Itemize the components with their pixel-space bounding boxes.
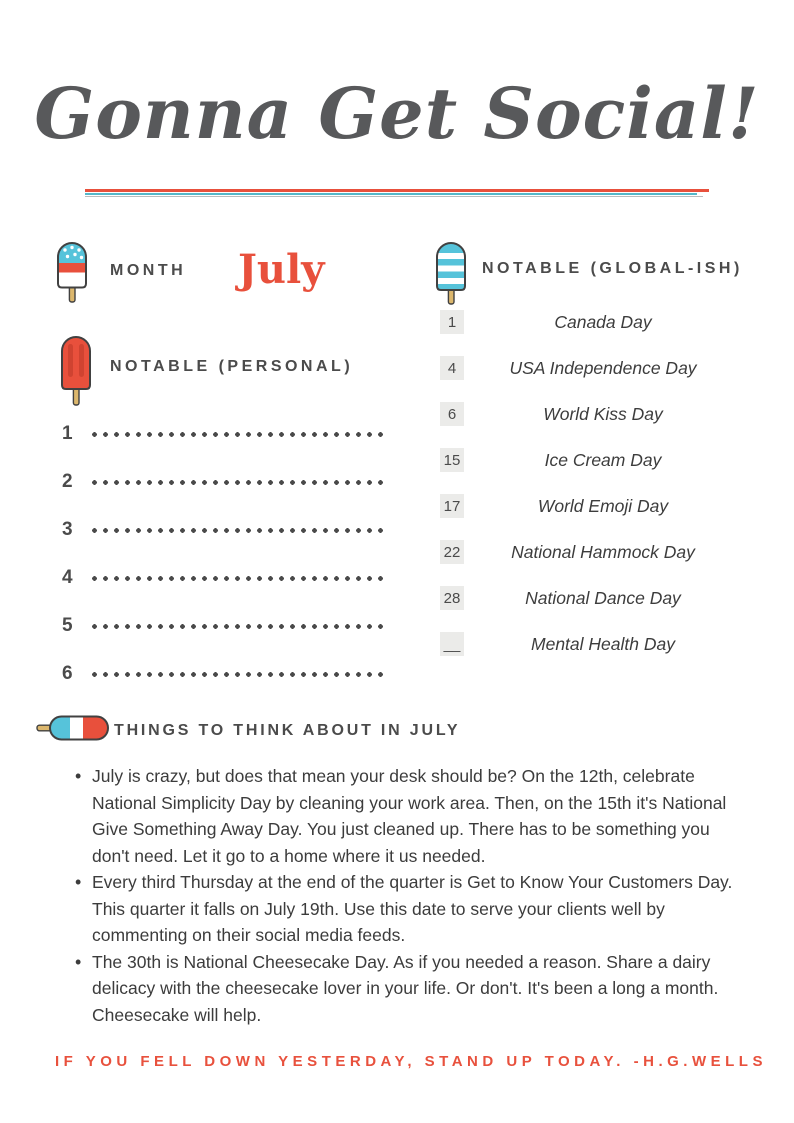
day-name: World Emoji Day	[537, 495, 669, 516]
day-number-chip: 4	[440, 356, 464, 380]
month-value: July	[238, 246, 325, 293]
day-number-chip: 28	[440, 586, 464, 610]
day-name: USA Independence Day	[509, 357, 697, 378]
things-section-label: THINGS TO THINK ABOUT IN JULY	[114, 722, 461, 739]
global-day-row	[440, 391, 742, 437]
day-name: Mental Health Day	[531, 633, 675, 654]
global-section-label: NOTABLE (GLOBAL-ISH)	[482, 260, 743, 277]
write-in-dotted-line	[92, 528, 388, 533]
personal-line-number: 5	[62, 615, 73, 636]
personal-list	[62, 410, 388, 698]
personal-line-row	[62, 554, 388, 602]
personal-line-row	[62, 650, 388, 698]
day-name: Ice Cream Day	[544, 449, 662, 470]
day-name: World Kiss Day	[543, 403, 663, 424]
write-in-dotted-line	[92, 432, 388, 437]
divider-gray-line	[85, 196, 703, 197]
global-day-row	[440, 529, 742, 575]
write-in-dotted-line	[92, 624, 388, 629]
global-day-row	[440, 437, 742, 483]
divider-teal-line	[85, 193, 697, 196]
title-divider	[85, 189, 709, 197]
personal-line-row	[62, 458, 388, 506]
write-in-dotted-line	[92, 672, 388, 677]
bullet-item: • Every third Thursday at the end of the quarter is Get to Know Your Customers Day. This quarter it falls on July 19th. Use this date to serve your clients well by commenting on their social media feeds.	[92, 869, 744, 949]
personal-line-row	[62, 602, 388, 650]
day-name: National Hammock Day	[511, 541, 695, 562]
personal-line-row	[62, 410, 388, 458]
day-name: Canada Day	[554, 311, 652, 332]
day-number-chip: 6	[440, 402, 464, 426]
personal-line-number: 1	[62, 423, 73, 444]
day-number-chip: 1	[440, 310, 464, 334]
global-day-list	[440, 299, 742, 667]
bullet-item: • The 30th is National Cheesecake Day. As if you needed a reason. Share a dairy delicacy with the cheesecake lover in your life. Or don't. It's been a long a month. Cheesecake will help.	[92, 949, 744, 1029]
personal-line-number: 6	[62, 663, 73, 684]
day-number-chip: 15	[440, 448, 464, 472]
write-in-dotted-line	[92, 480, 388, 485]
personal-line-number: 3	[62, 519, 73, 540]
day-number-chip: __	[440, 632, 464, 656]
personal-line-number: 2	[62, 471, 73, 492]
day-number-chip: 22	[440, 540, 464, 564]
global-day-row	[440, 575, 742, 621]
personal-section-label: NOTABLE (PERSONAL)	[110, 358, 354, 375]
divider-red-line	[85, 189, 709, 192]
page-title: Gonna Get Social!	[34, 72, 760, 155]
things-bullet-list	[92, 763, 744, 1028]
personal-line-row	[62, 506, 388, 554]
red-popsicle-icon	[58, 334, 94, 417]
write-in-dotted-line	[92, 576, 388, 581]
personal-line-number: 4	[62, 567, 73, 588]
global-day-row	[440, 345, 742, 391]
footer-quote: IF YOU FELL DOWN YESTERDAY, STAND UP TODAY. -H.G.WELLS	[55, 1053, 767, 1070]
day-name: National Dance Day	[525, 587, 681, 608]
global-day-row	[440, 299, 742, 345]
flag-popsicle-icon	[54, 240, 90, 311]
bullet-item: • July is crazy, but does that mean your desk should be? On the 12th, celebrate National Simplicity Day by cleaning your work area. Then, on the 15th it's National Give Something Away Day. You just cleaned up. There has to be something you don't need. Let it go to a home where it us needed.	[92, 763, 744, 869]
global-day-row	[440, 621, 742, 667]
rocket-pop-icon	[36, 714, 110, 747]
day-number-chip: 17	[440, 494, 464, 518]
month-label: MONTH	[110, 262, 187, 279]
global-day-row	[440, 483, 742, 529]
